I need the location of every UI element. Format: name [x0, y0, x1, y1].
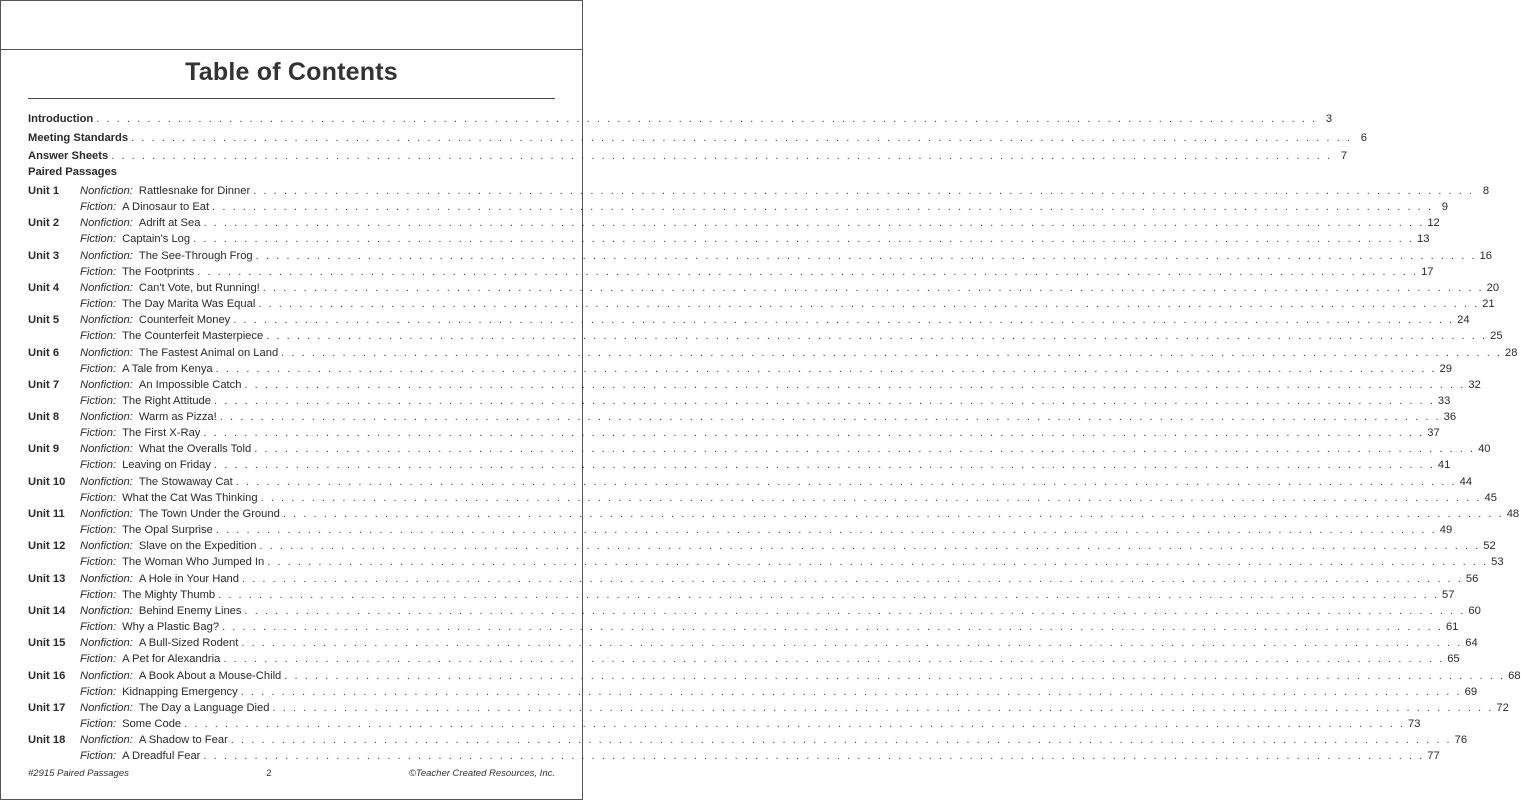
page-number: 20 — [1486, 281, 1500, 294]
page-number: 57 — [1442, 588, 1455, 601]
entry-title: A Hole in Your Hand — [138, 572, 239, 585]
toc-entry-nonfiction — [28, 376, 1481, 392]
dot-leader: . . . . . . . . . . . . . . . . . . . . . . . . . . . . . . . . . . . . . . . . . . . . . . . . . . . . . . . . . . . . . . . . . . . . . . . . . . . . . . . . . . . . . . . . . . . . . . . . . . . . . . . . . . . . . . . . . . . . . . . . — [193, 233, 1415, 246]
genre-label: Nonfiction: — [80, 314, 133, 327]
page-number: 29 — [1439, 362, 1452, 375]
entry-title: Introduction — [28, 113, 94, 125]
toc-entry-fiction — [28, 327, 1503, 343]
toc-entry-fiction — [28, 360, 1452, 376]
footer-right: ©Teacher Created Resources, Inc. — [408, 768, 555, 779]
genre-label: Nonfiction: — [80, 604, 133, 617]
genre-label: Fiction: — [80, 556, 117, 569]
page-number: 68 — [1508, 669, 1521, 682]
unit-label: Unit 9 — [28, 443, 60, 456]
header-bar — [0, 0, 583, 50]
unit-label: Unit 11 — [28, 508, 65, 520]
page-number: 40 — [1478, 443, 1491, 456]
entry-title: The Day Marita Was Equal — [122, 297, 256, 310]
page-number: 41 — [1437, 459, 1451, 472]
toc-entry-fiction — [28, 747, 1440, 763]
toc-entry-nonfiction — [28, 473, 1473, 489]
page-number: 45 — [1484, 491, 1497, 504]
entry-title: A Pet for Alexandria — [122, 653, 221, 666]
toc-entry-fiction — [28, 586, 1455, 602]
unit-label: Unit 5 — [28, 314, 60, 327]
unit-label: Unit 15 — [28, 637, 66, 650]
entry-title: Answer Sheets — [28, 150, 109, 162]
dot-leader: . . . . . . . . . . . . . . . . . . . . . . . . . . . . . . . . . . . . . . . . . . . . . . . . . . . . . . . . . . . . . . . . . . . . . . . . . . . . . . . . . . . . . . . . . . . . . . . . . . . . . . . . . . . . . . . . . . . . . . . . — [259, 540, 1481, 553]
entry-title: The Mighty Thumb — [122, 588, 216, 601]
toc-entry-nonfiction — [28, 634, 1478, 650]
dot-leader: . . . . . . . . . . . . . . . . . . . . . . . . . . . . . . . . . . . . . . . . . . . . . . . . . . . . . . . . . . . . . . . . . . . . . . . . . . . . . . . . . . . . . . . . . . . . . . . . . . . . . . . . . . . . . . . . . . . . . . . . — [253, 185, 1475, 197]
dot-leader: . . . . . . . . . . . . . . . . . . . . . . . . . . . . . . . . . . . . . . . . . . . . . . . . . . . . . . . . . . . . . . . . . . . . . . . . . . . . . . . . . . . . . . . . . . . . . . . . . . . . . . . . . . . . . . . . . . . . . . . . — [266, 330, 1488, 343]
dot-leader: . . . . . . . . . . . . . . . . . . . . . . . . . . . . . . . . . . . . . . . . . . . . . . . . . . . . . . . . . . . . . . . . . . . . . . . . . . . . . . . . . . . . . . . . . . . . . . . . . . . . . . . . . . . . . . . . . . . . . . . . — [281, 346, 1503, 359]
page-number: 17 — [1421, 265, 1434, 278]
entry-title: A Tale from Kenya — [122, 362, 213, 375]
dot-leader: . . . . . . . . . . . . . . . . . . . . . . . . . . . . . . . . . . . . . . . . . . . . . . . . . . . . . . . . . . . . . . . . . . . . . . . . . . . . . . . . . . . . . . . . . . . . . . . . . . . . . . . . . . . . . . . . . . . . . . . . — [244, 378, 1466, 391]
page-number: 21 — [1482, 297, 1495, 310]
genre-label: Nonfiction: — [80, 734, 133, 747]
toc-entry-fiction — [28, 683, 1478, 699]
toc-entry-nonfiction — [28, 279, 1500, 295]
genre-label: Nonfiction: — [80, 443, 133, 456]
entry-title: Captain's Log — [122, 233, 191, 246]
dot-leader: . . . . . . . . . . . . . . . . . . . . . . . . . . . . . . . . . . . . . . . . . . . . . . . . . . . . . . . . . . . . . . . . . . . . . . . . . . . . . . . . . . . . . . . . . . . . . . . . . . . . . . . . . . . . . . . . . . . . . . . . — [233, 314, 1455, 327]
page-number: 37 — [1427, 427, 1440, 440]
page-number: 32 — [1468, 378, 1481, 391]
entry-title: Behind Enemy Lines — [138, 604, 242, 617]
toc-entry-nonfiction — [28, 570, 1479, 586]
dot-leader: . . . . . . . . . . . . . . . . . . . . . . . . . . . . . . . . . . . . . . . . . . . . . . . . . . . . . . . . . . . . . . . . . . . . . . . . . . . . . . . . . . . . . . . . . . . . . . . . . . . . . . . . . . . . . . . . . . . . . . . . — [184, 717, 1406, 730]
dot-leader: . . . . . . . . . . . . . . . . . . . . . . . . . . . . . . . . . . . . . . . . . . . . . . . . . . . . . . . . . . . . . . . . . . . . . . . . . . . . . . . . . . . . . . . . . . . . . . . . . . . . . . . . . . . . . . . . . . . . . . . . — [214, 459, 1435, 472]
title-divider — [28, 98, 555, 99]
page-number: 52 — [1483, 540, 1496, 553]
toc-entry-fiction — [28, 456, 1451, 472]
page-number: 49 — [1439, 524, 1453, 536]
page-number: 72 — [1496, 701, 1509, 714]
dot-leader: . . . . . . . . . . . . . . . . . . . . . . . . . . . . . . . . . . . . . . . . . . . . . . . . . . . . . . . . . . . . . . . . . . . . . . . . . . . . . . . . . . . . . . . . . . . . . . . . . . . . . . . . . . . . . . . . . . . . . . . . — [223, 653, 1445, 666]
unit-label: Unit 3 — [28, 249, 60, 262]
dot-leader: . . . . . . . . . . . . . . . . . . . . . . . . . . . . . . . . . . . . . . . . . . . . . . . . . . . . . . . . . . . . . . . . . . . . . . . . . . . . . . . . . . . . . . . . . . . . . . . . . . . . . . . . . . . . . . . . . . . . . . . . — [241, 637, 1463, 650]
entry-title: A Book About a Mouse-Child — [138, 669, 282, 682]
genre-label: Fiction: — [80, 201, 117, 213]
genre-label: Nonfiction: — [80, 637, 133, 650]
page-title: Table of Contents — [185, 58, 398, 86]
unit-label: Unit 13 — [28, 572, 66, 585]
dot-leader: . . . . . . . . . . . . . . . . . . . . . . . . . . . . . . . . . . . . . . . . . . . . . . . . . . . . . . . . . . . . . . . . . . . . . . . . . . . . . . . . . . . . . . . . . . . . . . . . . . . . . . . . . . . . . . . . . . . . . . . . — [244, 604, 1466, 617]
genre-label: Nonfiction: — [80, 669, 133, 682]
page-number: 36 — [1443, 411, 1457, 424]
dot-leader: . . . . . . . . . . . . . . . . . . . . . . . . . . . . . . . . . . . . . . . . . . . . . . . . . . . . . . . . . . . . . . . . . . . . . . . . . . . . . . . . . . . . . . . . . . . . . . . . . . . . . . . . . . . . . . . . . . . . . . . . — [262, 281, 1484, 294]
genre-label: Nonfiction: — [80, 281, 133, 294]
dot-leader: . . . . . . . . . . . . . . . . . . . . . . . . . . . . . . . . . . . . . . . . . . . . . . . . . . . . . . . . . . . . . . . . . . . . . . . . . . . . . . . . . . . . . . . . . . . . . . . . . . . . . . . . . . . . . . . . . . . . . . . . — [215, 362, 1437, 375]
dot-leader: . . . . . . . . . . . . . . . . . . . . . . . . . . . . . . . . . . . . . . . . . . . . . . . . . . . . . . . . . . . . . . . . . . . . . . . . . . . . . . . . . . . . . . . . . . . . . . . . . . . . . . . . . . . . . . . . . . . . . . . . — [131, 131, 1352, 144]
toc-entry-nonfiction — [28, 505, 1520, 521]
toc-entry-nonfiction — [28, 247, 1492, 263]
dot-leader: . . . . . . . . . . . . . . . . . . . . . . . . . . . . . . . . . . . . . . . . . . . . . . . . . . . . . . . . . . . . . . . . . . . . . . . . . . . . . . . . . . . . . . . . . . . . . . . . . . . . . . . . . . . . . . . . . . . . . . . . — [267, 556, 1489, 569]
dot-leader: . . . . . . . . . . . . . . . . . . . . . . . . . . . . . . . . . . . . . . . . . . . . . . . . . . . . . . . . . . . . . . . . . . . . . . . . . . . . . . . . . . . . . . . . . . . . . . . . . . . . . . . . . . . . . . . . . . . . . . . . — [218, 588, 1439, 601]
dot-leader: . . . . . . . . . . . . . . . . . . . . . . . . . . . . . . . . . . . . . . . . . . . . . . . . . . . . . . . . . . . . . . . . . . . . . . . . . . . . . . . . . . . . . . . . . . . . . . . . . . . . . . . . . . . . . . . . . . . . . . . . — [197, 265, 1419, 278]
unit-label: Unit 17 — [28, 701, 66, 714]
toc-entry-nonfiction — [28, 731, 1468, 747]
entry-title: Rattlesnake for Dinner — [138, 185, 251, 197]
page-number: 33 — [1437, 394, 1451, 407]
page-number: 28 — [1505, 346, 1518, 359]
dot-leader: . . . . . . . . . . . . . . . . . . . . . . . . . . . . . . . . . . . . . . . . . . . . . . . . . . . . . . . . . . . . . . . . . . . . . . . . . . . . . . . . . . . . . . . . . . . . . . . . . . . . . . . . . . . . . . . . . . . . . . . . — [258, 297, 1480, 310]
genre-label: Fiction: — [80, 297, 117, 310]
page-number: 13 — [1417, 233, 1430, 246]
toc-entry-nonfiction — [28, 408, 1457, 424]
entry-title: The First X-Ray — [122, 427, 201, 440]
genre-label: Fiction: — [80, 427, 117, 440]
genre-label: Nonfiction: — [80, 185, 133, 197]
page-number: 56 — [1465, 572, 1479, 585]
unit-label: Unit 16 — [28, 669, 66, 682]
dot-leader: . . . . . . . . . . . . . . . . . . . . . . . . . . . . . . . . . . . . . . . . . . . . . . . . . . . . . . . . . . . . . . . . . . . . . . . . . . . . . . . . . . . . . . . . . . . . . . . . . . . . . . . . . . . . . . . . . . . . . . . . — [219, 411, 1441, 424]
entry-title: Why a Plastic Bag? — [122, 620, 220, 633]
genre-label: Fiction: — [80, 265, 117, 278]
page-footer — [28, 768, 555, 779]
page-number: 3 — [1325, 113, 1333, 125]
toc-entry-fiction — [28, 392, 1451, 408]
entry-title: Adrift at Sea — [138, 217, 201, 230]
page-number: 9 — [1441, 201, 1449, 213]
toc-entry-nonfiction — [28, 182, 1490, 198]
genre-label: Fiction: — [80, 588, 117, 601]
genre-label: Fiction: — [80, 620, 117, 633]
dot-leader: . . . . . . . . . . . . . . . . . . . . . . . . . . . . . . . . . . . . . . . . . . . . . . . . . . . . . . . . . . . . . . . . . . . . . . . . . . . . . . . . . . . . . . . . . . . . . . . . . . . . . . . . . . . . . . . . . . . . . . . . — [260, 491, 1482, 504]
entry-title: The Right Attitude — [122, 394, 211, 407]
genre-label: Nonfiction: — [80, 346, 133, 359]
toc-entry-fiction — [28, 263, 1434, 279]
genre-label: Nonfiction: — [80, 217, 133, 230]
page-number: 64 — [1465, 637, 1478, 650]
dot-leader: . . . . . . . . . . . . . . . . . . . . . . . . . . . . . . . . . . . . . . . . . . . . . . . . . . . . . . . . . . . . . . . . . . . . . . . . . . . . . . . . . . . . . . . . . . . . . . . . . . . . . . . . . . . . . . . . . . . . . . . . — [255, 249, 1477, 262]
page-number: 6 — [1360, 131, 1367, 144]
entry-title: An Impossible Catch — [138, 378, 242, 391]
page-number: 8 — [1482, 185, 1490, 197]
entry-title: What the Overalls Told — [138, 443, 252, 456]
entry-title: Some Code — [122, 717, 182, 730]
genre-label: Fiction: — [80, 362, 117, 375]
genre-label: Nonfiction: — [80, 475, 133, 488]
page-number: 69 — [1464, 685, 1478, 698]
dot-leader: . . . . . . . . . . . . . . . . . . . . . . . . . . . . . . . . . . . . . . . . . . . . . . . . . . . . . . . . . . . . . . . . . . . . . . . . . . . . . . . . . . . . . . . . . . . . . . . . . . . . . . . . . . . . . . . . . . . . . . . . — [212, 201, 1434, 213]
genre-label: Nonfiction: — [80, 701, 133, 714]
genre-label: Nonfiction: — [80, 508, 133, 520]
toc-entry-fiction — [28, 553, 1504, 569]
dot-leader: . . . . . . . . . . . . . . . . . . . . . . . . . . . . . . . . . . . . . . . . . . . . . . . . . . . . . . . . . . . . . . . . . . . . . . . . . . . . . . . . . . . . . . . . . . . . . . . . . . . . . . . . . . . . . . . . . . . . . . . . — [282, 508, 1504, 520]
page-number: 48 — [1506, 508, 1520, 520]
page-number: 7 — [1340, 150, 1348, 162]
toc-entry-nonfiction — [28, 344, 1518, 360]
page-number: 65 — [1447, 653, 1460, 666]
dot-leader: . . . . . . . . . . . . . . . . . . . . . . . . . . . . . . . . . . . . . . . . . . . . . . . . . . . . . . . . . . . . . . . . . . . . . . . . . . . . . . . . . . . . . . . . . . . . . . . . . . . . . . . . . . . . . . . . . . . . . . . . — [222, 620, 1443, 633]
entry-title: The Counterfeit Masterpiece — [122, 330, 264, 343]
page-number: 53 — [1491, 556, 1504, 569]
toc-entry — [28, 110, 1333, 126]
toc-entry-fiction — [28, 521, 1453, 537]
footer-page-number: 2 — [266, 768, 272, 779]
entry-title: Leaving on Friday — [122, 459, 211, 472]
unit-label: Unit 6 — [28, 346, 60, 359]
toc-entry-fiction — [28, 618, 1459, 634]
toc-entry — [28, 147, 1348, 163]
dot-leader: . . . . . . . . . . . . . . . . . . . . . . . . . . . . . . . . . . . . . . . . . . . . . . . . . . . . . . . . . . . . . . . . . . . . . . . . . . . . . . . . . . . . . . . . . . . . . . . . . . . . . . . . . . . . . . . . . . . . . . . . — [254, 443, 1476, 456]
unit-label: Unit 2 — [28, 217, 60, 230]
entry-title: The Day a Language Died — [138, 701, 270, 714]
toc-entry-fiction — [28, 295, 1495, 311]
page-number: 60 — [1468, 604, 1481, 617]
toc-entry-nonfiction — [28, 602, 1481, 618]
entry-title: A Dinosaur to Eat — [122, 201, 210, 213]
page-number: 44 — [1459, 475, 1473, 488]
dot-leader: . . . . . . . . . . . . . . . . . . . . . . . . . . . . . . . . . . . . . . . . . . . . . . . . . . . . . . . . . . . . . . . . . . . . . . . . . . . . . . . . . . . . . . . . . . . . . . . . . . . . . . . . . . . . . . . . . . . . . . . . — [96, 113, 1318, 125]
genre-label: Fiction: — [80, 524, 117, 536]
page-number: 12 — [1427, 217, 1440, 230]
entry-title: Slave on the Expedition — [138, 540, 257, 553]
page-number: 61 — [1445, 620, 1459, 633]
entry-title: Warm as Pizza! — [138, 411, 217, 424]
unit-label: Unit 10 — [28, 475, 66, 488]
section-heading: Paired Passages — [28, 166, 117, 178]
dot-leader: . . . . . . . . . . . . . . . . . . . . . . . . . . . . . . . . . . . . . . . . . . . . . . . . . . . . . . . . . . . . . . . . . . . . . . . . . . . . . . . . . . . . . . . . . . . . . . . . . . . . . . . . . . . . . . . . . . . . . . . . — [240, 685, 1462, 698]
genre-label: Nonfiction: — [80, 411, 133, 424]
unit-label: Unit 4 — [28, 281, 60, 294]
genre-label: Fiction: — [80, 750, 117, 763]
entry-title: The Opal Surprise — [122, 524, 213, 536]
entry-title: The Town Under the Ground — [138, 508, 280, 520]
entry-title: The Woman Who Jumped In — [122, 556, 265, 569]
page-number: 25 — [1490, 330, 1503, 343]
dot-leader: . . . . . . . . . . . . . . . . . . . . . . . . . . . . . . . . . . . . . . . . . . . . . . . . . . . . . . . . . . . . . . . . . . . . . . . . . . . . . . . . . . . . . . . . . . . . . . . . . . . . . . . . . . . . . . . . . . . . . . . . — [230, 734, 1452, 747]
genre-label: Nonfiction: — [80, 249, 133, 262]
genre-label: Fiction: — [80, 717, 117, 730]
toc-entry-fiction — [28, 198, 1449, 214]
dot-leader: . . . . . . . . . . . . . . . . . . . . . . . . . . . . . . . . . . . . . . . . . . . . . . . . . . . . . . . . . . . . . . . . . . . . . . . . . . . . . . . . . . . . . . . . . . . . . . . . . . . . . . . . . . . . . . . . . . . . . . . . — [235, 475, 1457, 488]
toc-entry-nonfiction — [28, 311, 1470, 327]
dot-leader: . . . . . . . . . . . . . . . . . . . . . . . . . . . . . . . . . . . . . . . . . . . . . . . . . . . . . . . . . . . . . . . . . . . . . . . . . . . . . . . . . . . . . . . . . . . . . . . . . . . . . . . . . . . . . . . . . . . . . . . . — [203, 750, 1425, 763]
footer-left: #2915 Paired Passages — [28, 768, 129, 779]
entry-title: Can't Vote, but Running! — [138, 281, 260, 294]
genre-label: Fiction: — [80, 491, 117, 504]
entry-title: The Fastest Animal on Land — [138, 346, 279, 359]
entry-title: A Shadow to Fear — [138, 734, 228, 747]
genre-label: Nonfiction: — [80, 378, 133, 391]
entry-title: Meeting Standards — [28, 131, 129, 144]
genre-label: Fiction: — [80, 459, 117, 472]
dot-leader: . . . . . . . . . . . . . . . . . . . . . . . . . . . . . . . . . . . . . . . . . . . . . . . . . . . . . . . . . . . . . . . . . . . . . . . . . . . . . . . . . . . . . . . . . . . . . . . . . . . . . . . . . . . . . . . . . . . . . . . . — [284, 669, 1506, 682]
page-number: 77 — [1427, 750, 1440, 763]
entry-title: The See-Through Frog — [138, 249, 253, 262]
entry-title: The Footprints — [122, 265, 195, 278]
toc-entry-fiction — [28, 489, 1497, 505]
toc-entry-fiction — [28, 424, 1440, 440]
entry-title: Kidnapping Emergency — [122, 685, 238, 698]
dot-leader: . . . . . . . . . . . . . . . . . . . . . . . . . . . . . . . . . . . . . . . . . . . . . . . . . . . . . . . . . . . . . . . . . . . . . . . . . . . . . . . . . . . . . . . . . . . . . . . . . . . . . . . . . . . . . . . . . . . . . . . . — [203, 217, 1425, 230]
page-number: 16 — [1479, 249, 1492, 262]
toc-entry-nonfiction — [28, 440, 1491, 456]
page-number: 73 — [1408, 717, 1421, 730]
genre-label: Nonfiction: — [80, 572, 133, 585]
toc-entry-nonfiction — [28, 214, 1440, 230]
toc-entry-fiction — [28, 650, 1460, 666]
page-number: 76 — [1454, 734, 1468, 747]
entry-title: What the Cat Was Thinking — [122, 491, 258, 504]
page-number: 24 — [1457, 314, 1470, 327]
unit-label: Unit 18 — [28, 734, 66, 747]
unit-label: Unit 1 — [28, 185, 60, 197]
genre-label: Fiction: — [80, 394, 117, 407]
dot-leader: . . . . . . . . . . . . . . . . . . . . . . . . . . . . . . . . . . . . . . . . . . . . . . . . . . . . . . . . . . . . . . . . . . . . . . . . . . . . . . . . . . . . . . . . . . . . . . . . . . . . . . . . . . . . . . . . . . . . . . . . — [111, 150, 1333, 162]
dot-leader: . . . . . . . . . . . . . . . . . . . . . . . . . . . . . . . . . . . . . . . . . . . . . . . . . . . . . . . . . . . . . . . . . . . . . . . . . . . . . . . . . . . . . . . . . . . . . . . . . . . . . . . . . . . . . . . . . . . . . . . . — [214, 394, 1435, 407]
toc-entry-nonfiction — [28, 667, 1521, 683]
dot-leader: . . . . . . . . . . . . . . . . . . . . . . . . . . . . . . . . . . . . . . . . . . . . . . . . . . . . . . . . . . . . . . . . . . . . . . . . . . . . . . . . . . . . . . . . . . . . . . . . . . . . . . . . . . . . . . . . . . . . . . . . — [242, 572, 1463, 585]
toc-entry-fiction — [28, 230, 1430, 246]
genre-label: Fiction: — [80, 653, 117, 666]
toc-entry-nonfiction — [28, 537, 1496, 553]
genre-label: Fiction: — [80, 330, 117, 343]
toc-entry-fiction — [28, 715, 1421, 731]
unit-label: Unit 12 — [28, 540, 66, 553]
entry-title: The Stowaway Cat — [138, 475, 233, 488]
entry-title: Counterfeit Money — [138, 314, 231, 327]
dot-leader: . . . . . . . . . . . . . . . . . . . . . . . . . . . . . . . . . . . . . . . . . . . . . . . . . . . . . . . . . . . . . . . . . . . . . . . . . . . . . . . . . . . . . . . . . . . . . . . . . . . . . . . . . . . . . . . . . . . . . . . . — [203, 427, 1425, 440]
genre-label: Fiction: — [80, 685, 117, 698]
entry-title: A Bull-Sized Rodent — [138, 637, 239, 650]
entry-title: A Dreadful Fear — [122, 750, 201, 763]
unit-label: Unit 7 — [28, 378, 60, 391]
genre-label: Nonfiction: — [80, 540, 133, 553]
genre-label: Fiction: — [80, 233, 117, 246]
dot-leader: . . . . . . . . . . . . . . . . . . . . . . . . . . . . . . . . . . . . . . . . . . . . . . . . . . . . . . . . . . . . . . . . . . . . . . . . . . . . . . . . . . . . . . . . . . . . . . . . . . . . . . . . . . . . . . . . . . . . . . . . — [215, 524, 1437, 536]
toc-entry — [28, 129, 1367, 145]
toc-entry-nonfiction — [28, 699, 1509, 715]
dot-leader: . . . . . . . . . . . . . . . . . . . . . . . . . . . . . . . . . . . . . . . . . . . . . . . . . . . . . . . . . . . . . . . . . . . . . . . . . . . . . . . . . . . . . . . . . . . . . . . . . . . . . . . . . . . . . . . . . . . . . . . . — [272, 701, 1494, 714]
unit-label: Unit 14 — [28, 604, 66, 617]
unit-label: Unit 8 — [28, 411, 60, 424]
